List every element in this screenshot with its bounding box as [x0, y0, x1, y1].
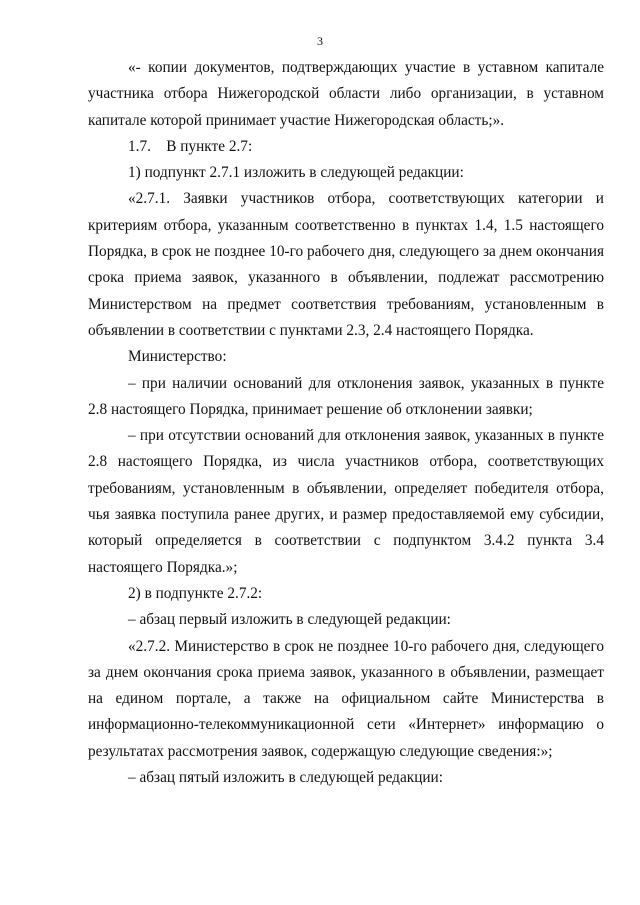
paragraph-ministry: Министерство:	[128, 348, 227, 366]
document-body	[88, 55, 604, 791]
paragraph-fifth-clause: – абзац пятый изложить в следующей редакции:	[128, 769, 443, 787]
paragraph-copies-of-documents: «- копии документов, подтверждающих участие в уставном капитале участника отбора Нижегородской области либо организации, в уставном капитале которой принимает участие Нижегородская область;».	[88, 59, 604, 129]
paragraph-no-rejection-grounds: – при отсутствии оснований для отклонения заявок, указанных в пункте 2.8 настоящего Порядка, из числа участников отбора, соответствующих требованиям, установленным в объявлении, определяет победителя отбора, чья заявка поступила ранее других, и размер предоставляемой ему субсидии, который определяется в соответствии с подпунктом 3.4.2 пункта 3.4 настоящего Порядка.»;	[88, 427, 604, 576]
paragraph-2-7-2: «2.7.2. Министерство в срок не позднее 10-го рабочего дня, следующего за днем окончания срока приема заявок, указанного в объявлении, размещает на едином портале, а также на официальном сайте Министерства в информационно-телекоммуникационной сети «Интернет» информацию о результатах рассмотрения заявок, содержащую следующие сведения:»;	[88, 637, 604, 760]
paragraph-subpoint-2: 2) в подпункте 2.7.2:	[128, 584, 263, 602]
paragraph-subpoint-1: 1) подпункт 2.7.1 изложить в следующей редакции:	[128, 164, 464, 182]
page-number: 3	[317, 34, 323, 48]
paragraph-first-clause: – абзац первый изложить в следующей редакции:	[128, 611, 451, 629]
paragraph-point-1-7: 1.7. В пункте 2.7:	[128, 137, 253, 155]
paragraph-2-7-1: «2.7.1. Заявки участников отбора, соответствующих категории и критериям отбора, указанным соответственно в пунктах 1.4, 1.5 настоящего Порядка, в срок не позднее 10-го рабочего дня, следующего за днем окончания срока приема заявок, указанного в объявлении, подлежат рассмотрению Министерством на предмет соответствия требованиям, установленным в объявлении в соответствии с пунктами 2.3, 2.4 настоящего Порядка.	[88, 190, 604, 339]
paragraph-rejection-grounds: – при наличии оснований для отклонения заявок, указанных в пункте 2.8 настоящего Порядка, принимает решение об отклонении заявки;	[88, 374, 604, 418]
